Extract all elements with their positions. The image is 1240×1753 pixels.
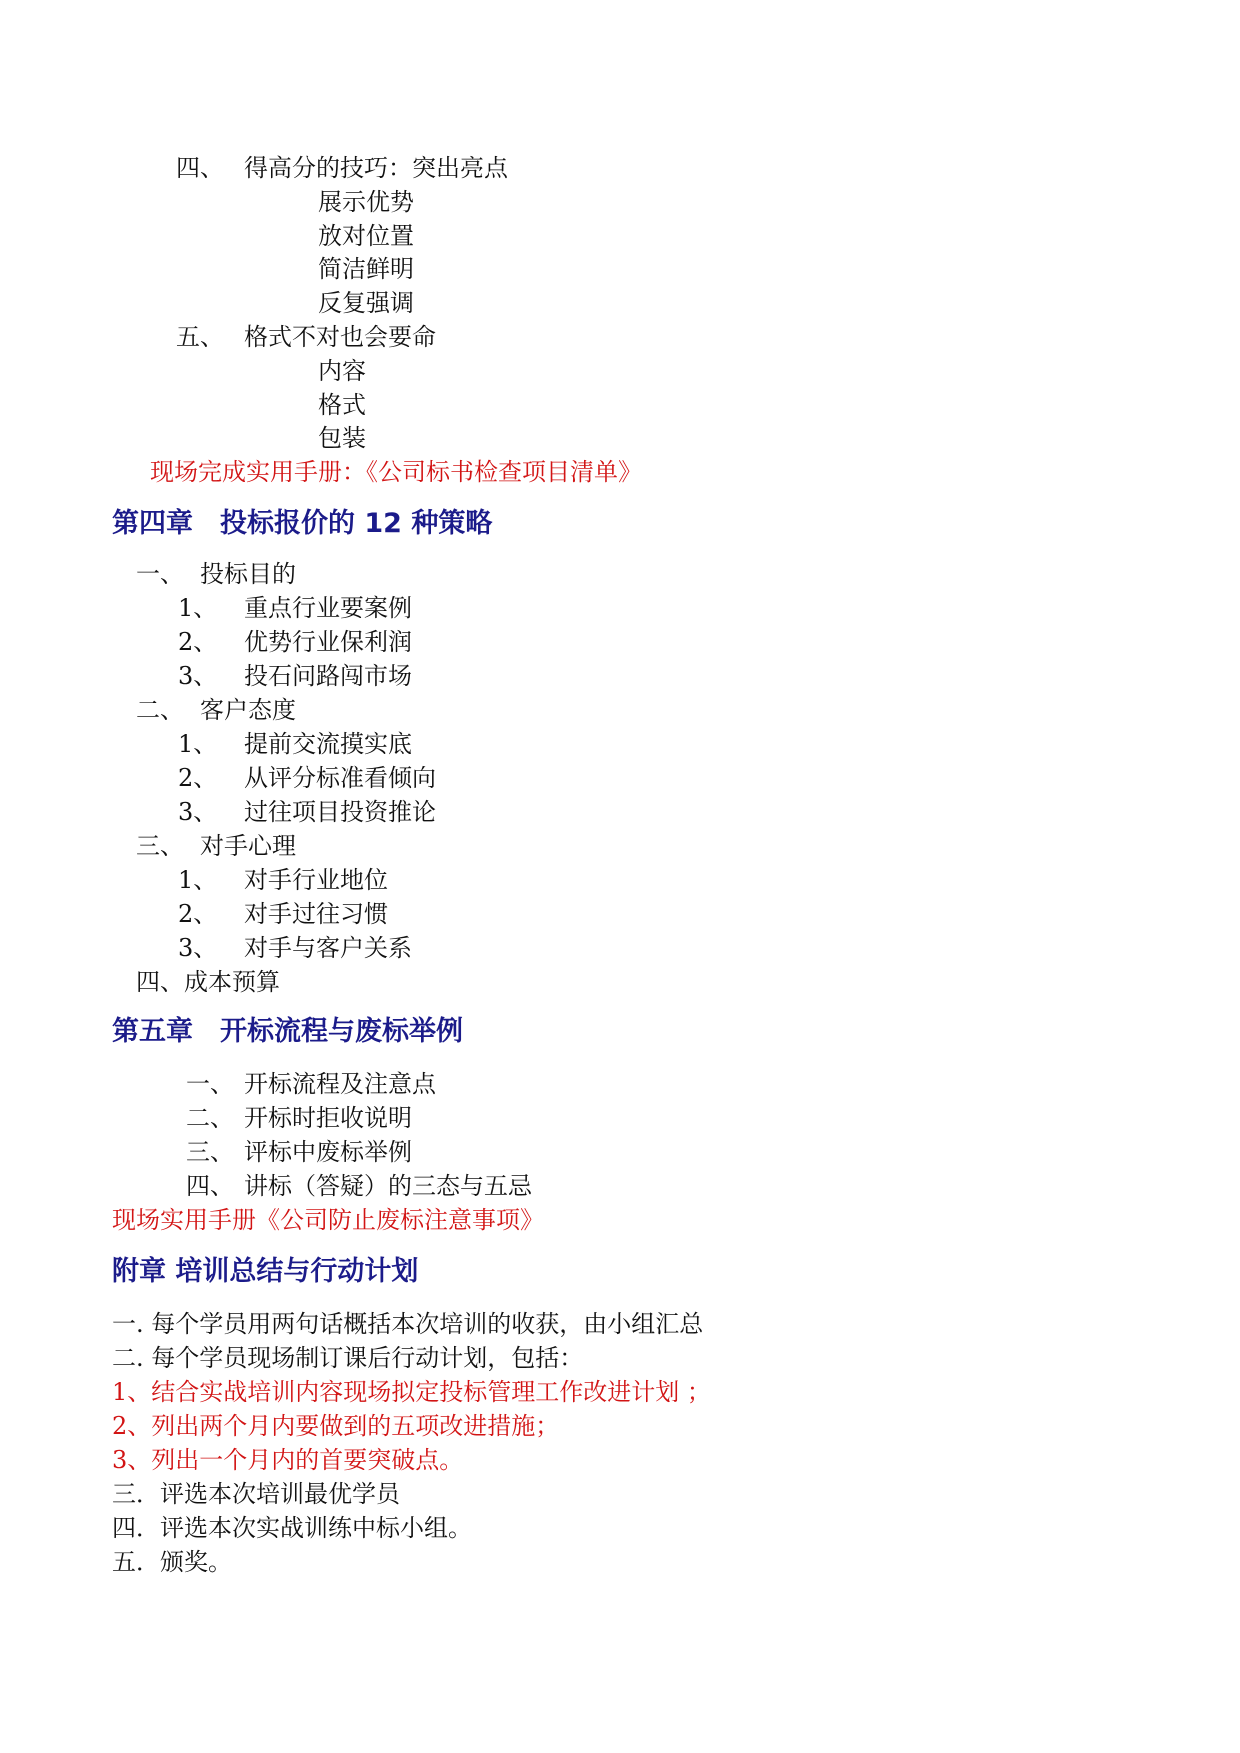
section4-title: 得高分的技巧：突出亮点 (244, 154, 508, 182)
chapter4-item (178, 899, 388, 929)
item-text: 提前交流摸实底 (244, 730, 412, 758)
item-text: 从评分标准看倾向 (244, 764, 436, 792)
section4-item: 展示优势 (318, 188, 414, 216)
chapter5-item (186, 1171, 532, 1201)
item-text: 重点行业要案例 (244, 594, 412, 622)
appendix-line: 五．颁奖。 (112, 1548, 232, 1576)
chapter5-item (186, 1137, 412, 1167)
chapter4-item (178, 627, 412, 657)
section4-title-line (176, 153, 508, 183)
chapter4-group-title (136, 559, 296, 589)
section5-item: 格式 (318, 391, 366, 419)
section4-item: 放对位置 (318, 222, 414, 250)
chapter5-item (186, 1069, 436, 1099)
chapter4-item (178, 797, 436, 827)
item-num: 2、 (178, 764, 218, 792)
appendix-line: 三．评选本次培训最优学员 (112, 1480, 400, 1508)
section5-title-line (176, 322, 436, 352)
group-title: 投标目的 (200, 560, 296, 588)
section4-item: 简洁鲜明 (318, 255, 414, 283)
section5-item: 包装 (318, 424, 366, 452)
section5-item: 内容 (318, 357, 366, 385)
chapter4-item (178, 933, 412, 963)
group-title: 客户态度 (200, 696, 296, 724)
section5-num: 五、 (176, 323, 224, 351)
item-text: 过往项目投资推论 (244, 798, 436, 826)
item-num: 一、 (186, 1070, 234, 1098)
item-num: 1、 (178, 866, 218, 894)
item-text: 评标中废标举例 (244, 1138, 412, 1166)
appendix-line-highlight: 3、列出一个月内的首要突破点。 (112, 1446, 464, 1474)
chapter5-heading: 第五章 开标流程与废标举例 (112, 1016, 463, 1047)
item-text: 对手行业地位 (244, 866, 388, 894)
group-num: 三、 (136, 832, 184, 860)
item-text: 开标流程及注意点 (244, 1070, 436, 1098)
chapter5-item (186, 1103, 412, 1133)
chapter4-item (178, 661, 412, 691)
chapter4-item (178, 729, 412, 759)
chapter4-group-title (136, 831, 296, 861)
section4-item: 反复强调 (318, 289, 414, 317)
appendix-line: 四．评选本次实战训练中标小组。 (112, 1514, 472, 1542)
chapter4-heading: 第四章 投标报价的 12 种策略 (112, 508, 493, 539)
handbook-note-1: 现场完成实用手册：《公司标书检查项目清单》 (150, 458, 642, 486)
handbook-note-2: 现场实用手册《公司防止废标注意事项》 (112, 1206, 544, 1234)
appendix-line: 一. 每个学员用两句话概括本次培训的收获，由小组汇总 (112, 1310, 704, 1338)
item-num: 四、 (186, 1172, 234, 1200)
chapter4-last-item: 四、成本预算 (136, 968, 280, 996)
section5-title: 格式不对也会要命 (244, 323, 436, 351)
appendix-line-highlight: 2、列出两个月内要做到的五项改进措施； (112, 1412, 560, 1440)
chapter4-item (178, 763, 436, 793)
item-text: 投石问路闯市场 (244, 662, 412, 690)
group-num: 二、 (136, 696, 184, 724)
appendix-heading: 附章 培训总结与行动计划 (112, 1256, 419, 1287)
chapter4-item (178, 865, 388, 895)
item-text: 优势行业保利润 (244, 628, 412, 656)
item-num: 二、 (186, 1104, 234, 1132)
chapter4-group-title (136, 695, 296, 725)
item-num: 3、 (178, 662, 218, 690)
appendix-line-highlight: 1、结合实战培训内容现场拟定投标管理工作改进计划 ； (112, 1378, 711, 1406)
item-num: 3、 (178, 934, 218, 962)
item-num: 3、 (178, 798, 218, 826)
item-num: 1、 (178, 594, 218, 622)
item-num: 2、 (178, 900, 218, 928)
item-text: 开标时拒收说明 (244, 1104, 412, 1132)
item-text: 对手过往习惯 (244, 900, 388, 928)
group-num: 一、 (136, 560, 184, 588)
item-num: 2、 (178, 628, 218, 656)
item-num: 1、 (178, 730, 218, 758)
appendix-line: 二. 每个学员现场制订课后行动计划，包括： (112, 1344, 584, 1372)
chapter4-item (178, 593, 412, 623)
section4-num: 四、 (176, 154, 224, 182)
item-text: 对手与客户关系 (244, 934, 412, 962)
item-num: 三、 (186, 1138, 234, 1166)
item-text: 讲标（答疑）的三态与五忌 (244, 1172, 532, 1200)
group-title: 对手心理 (200, 832, 296, 860)
